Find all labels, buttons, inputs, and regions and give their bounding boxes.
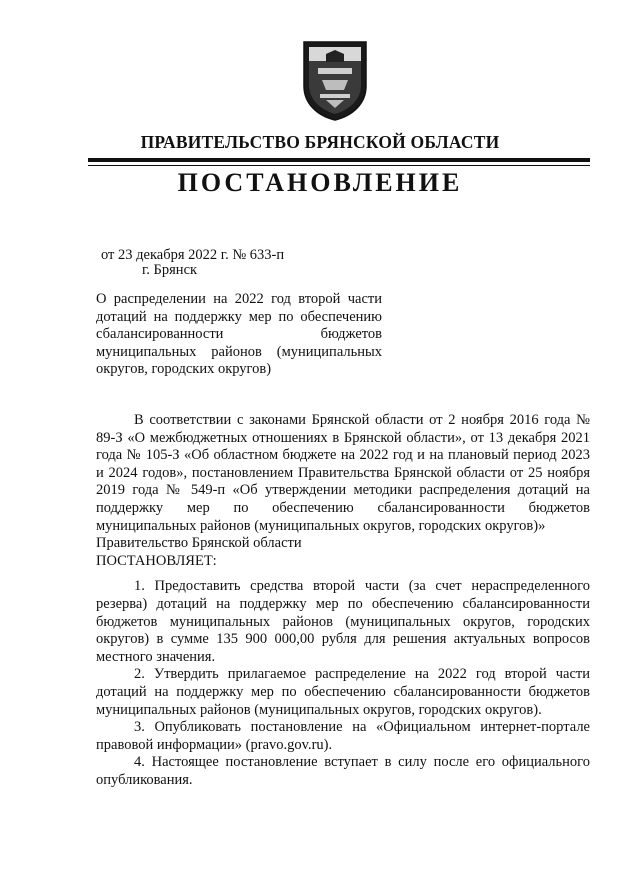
decree-item-2: 2. Утвердить прилагаемое распределение на 2022 год второй части дотаций на поддержку мер по обеспечению сбалансированности бюджетов муниципальных районов (муниципальных округов, городских округов). [96, 666, 590, 718]
document-subject: О распределении на 2022 год второй части дотаций на поддержку мер по обеспечению сбалансированности бюджетов муниципальных районов (муниципальных округов, городских округов) [96, 291, 382, 378]
document-type: ПОСТАНОВЛЕНИЕ [177, 168, 463, 197]
document-body [96, 412, 590, 789]
decree-item-3: 3. Опубликовать постановление на «Официальном интернет-портале правовой информации» (pravo.gov.ru). [96, 719, 590, 753]
decree-item-4: 4. Настоящее постановление вступает в силу после его официального опубликования. [96, 754, 590, 788]
government-name: ПРАВИТЕЛЬСТВО БРЯНСКОЙ ОБЛАСТИ [140, 132, 500, 152]
decree-word: ПОСТАНОВЛЯЕТ: [96, 552, 217, 569]
document-date-number: от 23 декабря 2022 г. № 633-п [101, 247, 285, 263]
issuer-line: Правительство Брянской области [96, 535, 302, 552]
preamble-paragraph: В соответствии с законами Брянской области от 2 ноября 2016 года № 89-З «О межбюджетных отношениях в Брянской области», от 13 декабря 2021 года № 105-З «Об областном бюджете на 2022 год и на плановый период 2023 и 2024 годов», постановлением Правительства Брянской области от 25 ноября 2019 года № 549-п «Об утверждении методики распределения дотаций на поддержку мер по обеспечению сбалансированности бюджетов муниципальных районов (муниципальных округов, городских округов)» [96, 412, 590, 534]
header-rule-thin [88, 165, 590, 166]
decree-item-1: 1. Предоставить средства второй части (за счет нераспределенного резерва) дотаций на поддержку мер по обеспечению сбалансированности бюджетов муниципальных районов (муниципальных округов, городских округов) в сумме 135 900 000,00 рубля для решения актуальных вопросов местного значения. [96, 578, 590, 665]
header-rule-thick [88, 158, 590, 162]
coat-of-arms-emblem [296, 40, 374, 122]
document-city: г. Брянск [142, 262, 198, 278]
